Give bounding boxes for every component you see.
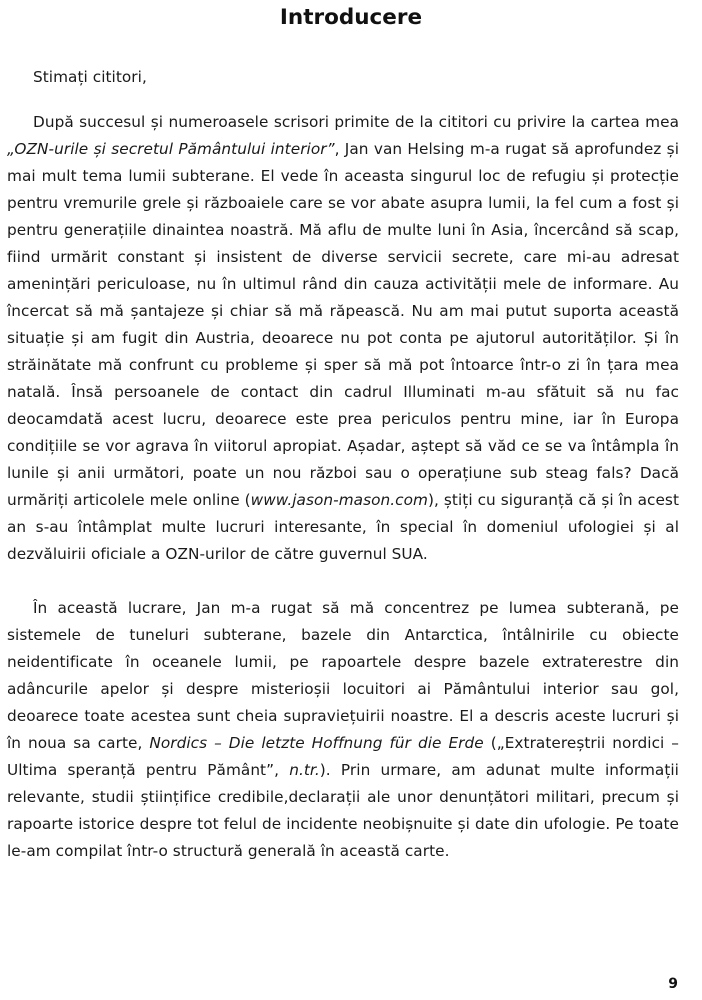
paragraph-2-text-a: În această lucrare, Jan m-a rugat să mă concentrez pe lumea subterană, pe sistemele de tuneluri subterane, bazele din Antarctica, întâlnirile cu obiecte neidentificate în oceanele lumii, pe rapoartele despre bazele extraterestre din adâncurile apelor și despre misterioșii locuitori ai Pământului interior sau gol, deoarece toate acestea sunt cheia supraviețuirii noastre. El a descris aceste lucruri și în noua sa carte, bbox=[7, 599, 679, 752]
paragraph-2-text-c: ). Prin urmare, am adunat multe informații relevante, studii științifice credibile,declarații ale unor denunțători militari, precum și rapoarte istorice despre tot felul de incidente neobișnuite și date din ufologie. Pe toate le-am compilat într-o structură generală în această carte. bbox=[7, 761, 679, 860]
paragraph-1-text-b: , Jan van Helsing m-a rugat să aprofundez și mai mult tema lumii subterane. El vede în aceasta singurul loc de refugiu și protecție pentru vremurile grele și războaiele care se vor abate asupra lumii, la fel cum a fost și pentru generațiile dinaintea noastră. Mă aflu de multe luni în Asia, încercând să scap, fiind urmărit constant și insistent de diverse servicii secrete, care mi-au adresat amenințări periculoase, nu în ultimul rând din cauza activității mele de informare. Au încercat să mă șantajeze și chiar să mă răpească. Nu am mai putut suporta această situație și am fugit din Austria, deoarece nu pot conta pe ajutorul autorităților. Și în străinătate mă confrunt cu probleme și sper să mă pot întoarce într-o zi în țara mea natală. Însă persoanele de contact din cadrul Illuminati m-au sfătuit să nu fac deocamdată acest lucru, deoarece este prea periculos pentru mine, iar în Europa condițiile se vor agrava în viitorul apropiat. Așadar, aștept să văd ce se va întâmpla în lunile și anii următori, poate un nou război sau o operațiune sub steag fals? Dacă urmăriți articolele mele online ( bbox=[7, 140, 679, 509]
greeting: Stimați cititori, bbox=[33, 68, 147, 86]
page-number: 9 bbox=[668, 976, 678, 992]
page-title: Introducere bbox=[279, 5, 423, 30]
paragraph-1-text-c: ), știți cu siguranță că și în acest an s-au întâmplat multe lucruri interesante, în special în domeniul ufologiei și al dezvăluirii oficiale a OZN-urilor de către guvernul SUA. bbox=[7, 491, 679, 563]
translator-note: n.tr. bbox=[289, 761, 320, 779]
paragraph-1-text-a: După succesul și numeroasele scrisori primite de la cititori cu privire la cartea mea bbox=[33, 113, 679, 131]
book-title-ozn: „OZN-urile și secretul Pământului interior” bbox=[7, 140, 335, 158]
paragraph-2 bbox=[7, 595, 679, 865]
website-link: www.jason-mason.com bbox=[250, 491, 429, 509]
paragraph-1 bbox=[7, 109, 679, 568]
book-title-nordics: Nordics – Die letzte Hoffnung für die Erde bbox=[149, 734, 484, 752]
body-text bbox=[7, 64, 679, 865]
paragraph-2-text-b: („Extratereștrii nordici – Ultima speranță pentru Pământ”, bbox=[7, 734, 680, 779]
